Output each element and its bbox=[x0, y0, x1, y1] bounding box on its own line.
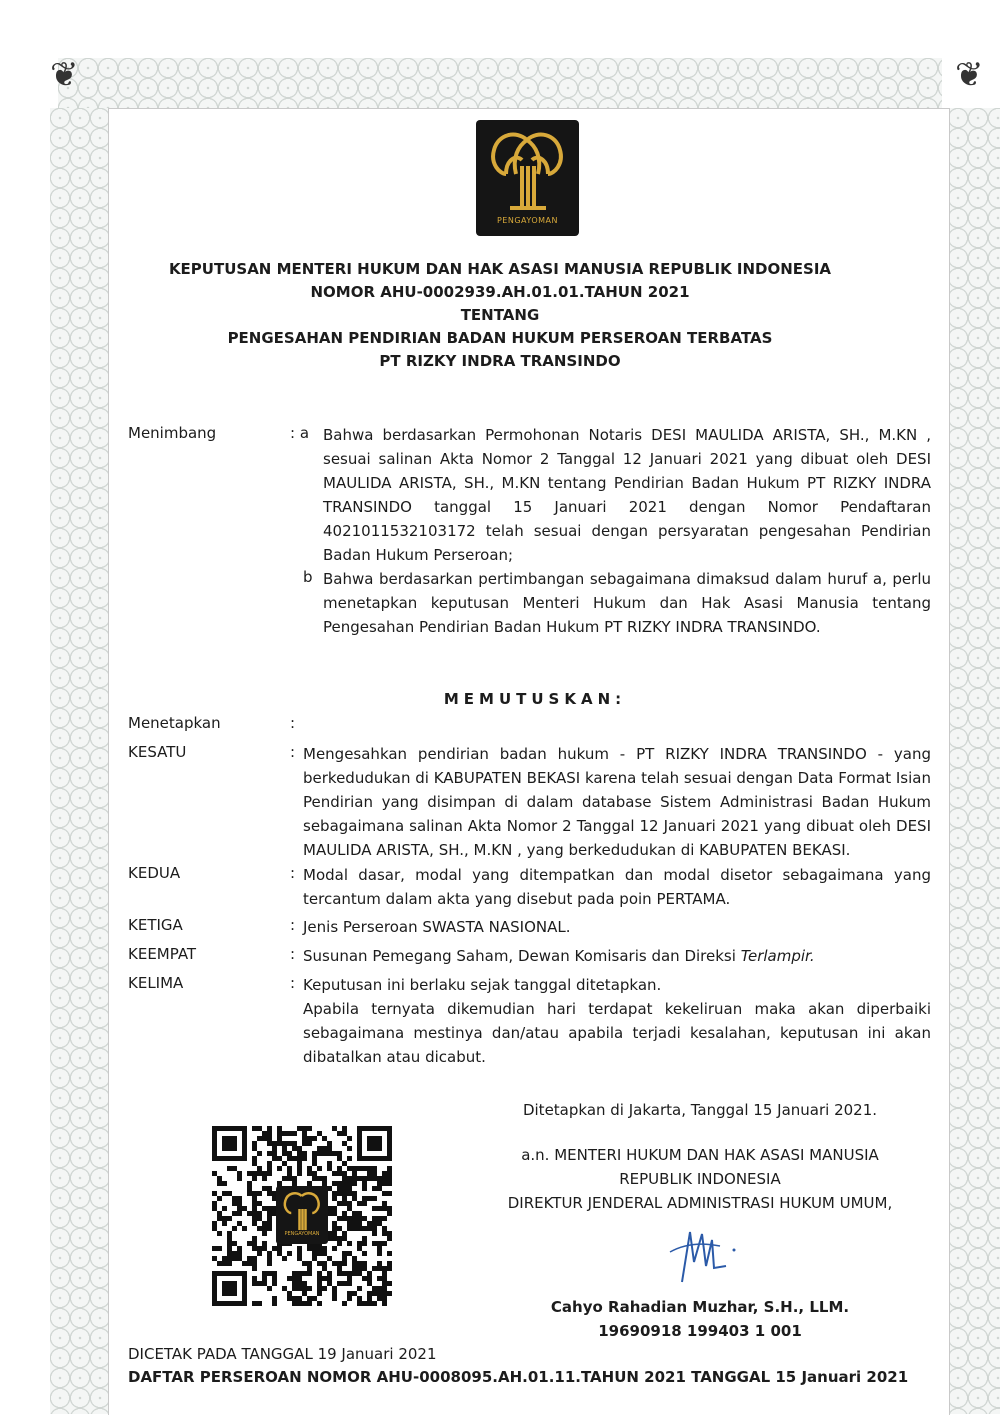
title-line-3: TENTANG bbox=[460, 306, 540, 324]
kesatu-colon: : bbox=[290, 743, 296, 761]
signatory-title-2: REPUBLIK INDONESIA bbox=[619, 1170, 781, 1188]
register-number: DAFTAR PERSEROAN NOMOR AHU-0008095.AH.01.11.TAHUN 2021 TANGGAL 15 Januari 2021 bbox=[128, 1368, 909, 1386]
keempat-label: KEEMPAT bbox=[128, 945, 197, 963]
ketiga-label: KETIGA bbox=[128, 916, 183, 934]
ornament-corner-icon: ❦ bbox=[50, 55, 79, 95]
printed-date: DICETAK PADA TANGGAL 19 Januari 2021 bbox=[128, 1345, 437, 1363]
keempat-colon: : bbox=[290, 945, 296, 963]
ketiga-text: Jenis Perseroan SWASTA NASIONAL. bbox=[303, 918, 571, 936]
signatory-title-3: DIREKTUR JENDERAL ADMINISTRASI HUKUM UMUM, bbox=[507, 1194, 893, 1212]
menetapkan-colon: : bbox=[290, 714, 296, 732]
ornament-corner-icon: ❦ bbox=[955, 55, 984, 95]
signatory-title-1: a.n. MENTERI HUKUM DAN HAK ASASI MANUSIA bbox=[521, 1146, 879, 1164]
qr-code bbox=[212, 1126, 392, 1306]
kelima-label: KELIMA bbox=[128, 974, 184, 992]
signatory-nip: 19690918 199403 1 001 bbox=[598, 1322, 802, 1340]
company-name: PT RIZKY INDRA TRANSINDO bbox=[379, 352, 621, 370]
qr-logo-caption: PENGAYOMAN bbox=[284, 1231, 320, 1237]
keempat-main: Susunan Pemegang Saham, Dewan Komisaris dan Direksi bbox=[303, 947, 736, 965]
qr-center-logo bbox=[276, 1186, 328, 1244]
title-line-4: PENGESAHAN PENDIRIAN BADAN HUKUM PERSEROAN TERBATAS bbox=[227, 329, 773, 347]
signatory-name: Cahyo Rahadian Muzhar, S.H., LLM. bbox=[550, 1298, 850, 1316]
decorative-border-right bbox=[948, 108, 1000, 1414]
menetapkan-label: Menetapkan bbox=[128, 714, 221, 732]
kedua-text: Modal dasar, modal yang ditempatkan dan modal disetor sebagaimana yang tercantum dalam akta yang disebut pada poin PERTAMA. bbox=[303, 866, 931, 908]
kelima-colon: : bbox=[290, 974, 296, 992]
document-title bbox=[120, 258, 880, 373]
memutuskan-heading: MEMUTUSKAN: bbox=[443, 690, 627, 708]
keempat-italic: Terlampir. bbox=[740, 947, 815, 965]
logo-caption: PENGAYOMAN bbox=[496, 216, 559, 225]
decree-number: NOMOR AHU-0002939.AH.01.01.TAHUN 2021 bbox=[310, 283, 690, 301]
signature-image bbox=[660, 1222, 750, 1286]
menimbang-label: Menimbang bbox=[128, 424, 217, 442]
kesatu-text: Mengesahkan pendirian badan hukum - PT RIZKY INDRA TRANSINDO - yang berkedudukan di KABUPATEN BEKASI karena telah sesuai dengan Data Format Isian Pendirian yang disimpan di dalam database Sistem Administrasi Badan Hukum sebagaimana salinan Akta Nomor 2 Tanggal 12 Januari 2021 yang dibuat oleh DESI MAULIDA ARISTA, SH., M.KN , yang berkedudukan di KABUPATEN BEKASI. bbox=[303, 745, 931, 859]
menimbang-colon: : a bbox=[290, 424, 310, 442]
ketiga-colon: : bbox=[290, 916, 296, 934]
kedua-colon: : bbox=[290, 864, 296, 882]
kedua-label: KEDUA bbox=[128, 864, 181, 882]
pengayoman-logo bbox=[476, 120, 579, 236]
kesatu-label: KESATU bbox=[128, 743, 187, 761]
keempat-text bbox=[303, 944, 931, 968]
kelima-text-1: Keputusan ini berlaku sejak tanggal ditetapkan. bbox=[303, 976, 662, 994]
menimbang-point-a: Bahwa berdasarkan Permohonan Notaris DESI MAULIDA ARISTA, SH., M.KN , sesuai salinan Akta Nomor 2 Tanggal 12 Januari 2021 yang dibuat oleh DESI MAULIDA ARISTA, SH., M.KN tentang Pendirian Badan Hukum PT RIZKY INDRA TRANSINDO tanggal 15 Januari 2021 dengan Nomor Pendaftaran 4021011532103172 telah sesuai dengan persyaratan pengesahan Pendirian Badan Hukum Perseroan; bbox=[323, 426, 931, 564]
menimbang-letter-b: b bbox=[303, 568, 313, 586]
decorative-border-left bbox=[50, 108, 108, 1414]
kelima-text-2: Apabila ternyata dikemudian hari terdapat kekeliruan maka akan diperbaiki sebagaimana mestinya dan/atau apabila terjadi kesalahan, keputusan ini akan dibatalkan atau dicabut. bbox=[303, 1000, 931, 1066]
place-date: Ditetapkan di Jakarta, Tanggal 15 Januari 2021. bbox=[522, 1101, 878, 1119]
menimbang-point-b: Bahwa berdasarkan pertimbangan sebagaimana dimaksud dalam huruf a, perlu menetapkan keputusan Menteri Hukum dan Hak Asasi Manusia tentang Pengesahan Pendirian Badan Hukum PT RIZKY INDRA TRANSINDO. bbox=[323, 570, 931, 636]
title-line-1: KEPUTUSAN MENTERI HUKUM DAN HAK ASASI MANUSIA REPUBLIK INDONESIA bbox=[168, 260, 832, 278]
